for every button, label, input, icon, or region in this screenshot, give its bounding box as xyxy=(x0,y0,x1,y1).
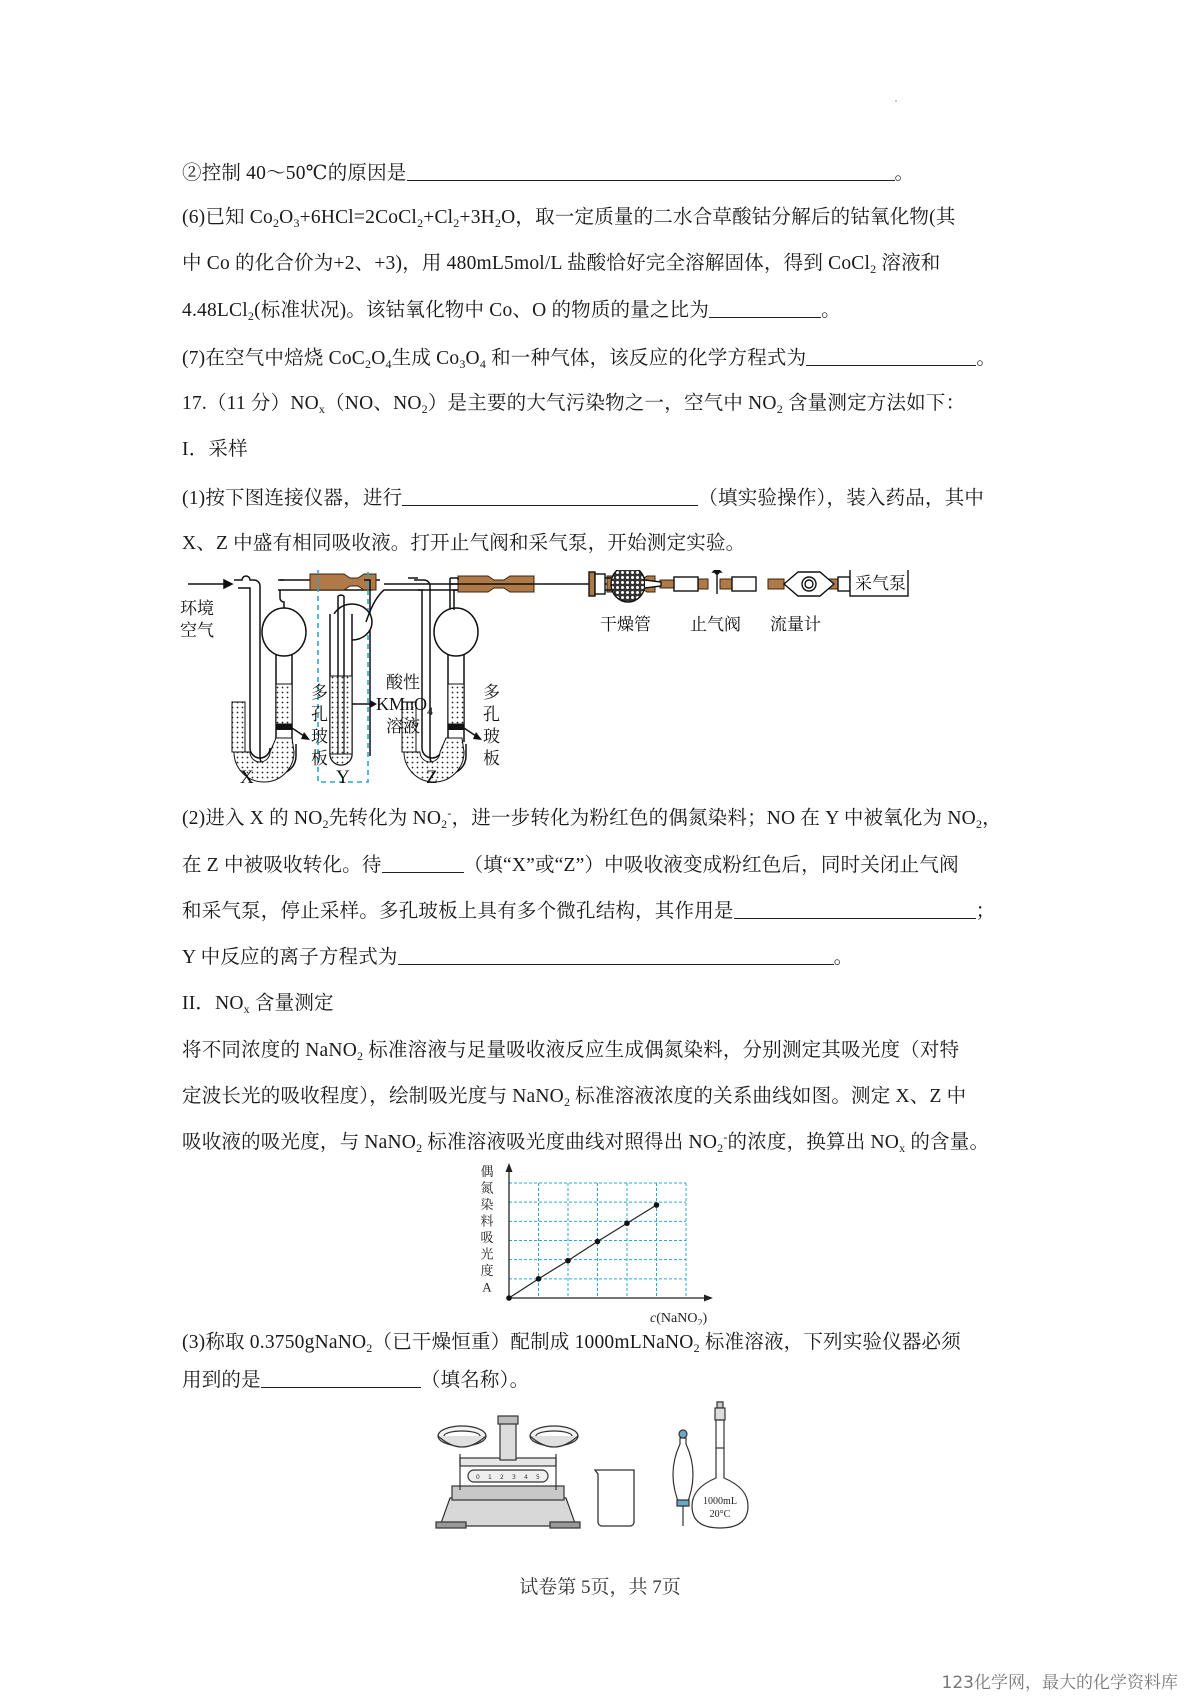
text: 4.48LCl xyxy=(182,300,248,321)
porous-plate-label: 孔 xyxy=(311,705,328,725)
bottle-z-label: Z xyxy=(426,767,438,788)
text: 在 Z 中被吸收转化。待 xyxy=(182,855,382,876)
porous-plate-label: 板 xyxy=(483,749,500,769)
text: +3H xyxy=(459,207,495,228)
y-axis-arrow xyxy=(506,1163,513,1172)
q16-line-2 xyxy=(182,205,956,231)
sub: 2 xyxy=(693,1341,700,1355)
text: ； xyxy=(975,901,996,922)
q16-line-3 xyxy=(182,251,941,277)
text: 溶液和 xyxy=(876,253,941,274)
pump-label: 采气泵 xyxy=(855,574,906,594)
series-line xyxy=(509,1205,657,1298)
bottle-x-label: X xyxy=(240,767,254,788)
text: 标准溶液吸光度曲线对照得出 NO xyxy=(422,1132,718,1153)
balance-scale xyxy=(436,1416,580,1528)
drying-tube-label: 干燥管 xyxy=(600,615,651,635)
stop-valve-label: 止气阀 xyxy=(690,615,741,635)
sub: 2 xyxy=(717,1141,724,1155)
text: O xyxy=(371,348,386,369)
sub: x xyxy=(243,1002,250,1016)
text: 用到的是 xyxy=(182,1370,261,1391)
q17-p1-line-1 xyxy=(182,485,984,512)
answer-blank[interactable] xyxy=(402,485,698,506)
text: (6)已知 Co xyxy=(182,207,273,228)
y-axis-label-char: 偶 xyxy=(480,1165,494,1180)
sub: 3 xyxy=(459,357,466,371)
text: 含量测定方法如下： xyxy=(782,393,966,414)
text: 中 Co 的化合价为+2、+3)，用 480mL5mol/L 盐酸恰好完全溶解固体，得到 CoCl xyxy=(182,253,871,274)
sub: 2 xyxy=(322,817,329,831)
text: II．NO xyxy=(182,993,244,1014)
y-axis-label-char: A xyxy=(482,1279,492,1295)
speck xyxy=(895,100,897,102)
text: 和采气泵，停止采样。多孔玻板上具有多个微孔结构，其作用是 xyxy=(182,901,734,922)
text: O xyxy=(279,207,294,228)
x-label-close: ) xyxy=(702,1311,708,1325)
sub: 2 xyxy=(247,309,255,323)
sub: 2 xyxy=(416,1141,423,1155)
y-axis-label-char: 光 xyxy=(480,1247,494,1263)
q17-p4-line-1 xyxy=(182,1330,961,1356)
text: 17.（11 分）NO xyxy=(182,393,319,414)
answer-blank[interactable] xyxy=(734,898,976,919)
porous-plate-label: 板 xyxy=(311,749,328,769)
q17-p2-line-4 xyxy=(182,944,853,971)
text: 生成 Co xyxy=(391,348,460,369)
text: （填名称）。 xyxy=(420,1370,530,1391)
q17-p3-line-2 xyxy=(182,1084,966,1110)
y-axis-label-char: 氮 xyxy=(480,1181,494,1197)
data-point xyxy=(654,1202,660,1208)
q16-line-1 xyxy=(182,160,914,187)
glass-tube xyxy=(732,577,756,591)
text: (1)按下图连接仪器，进行 xyxy=(182,488,403,509)
porous-plate-label: 玻 xyxy=(483,727,500,747)
x-label-sub: 2 xyxy=(697,1318,703,1325)
answer-blank[interactable] xyxy=(261,1367,421,1388)
text: 。 xyxy=(894,163,915,184)
inlet-label: 空气 xyxy=(180,621,214,641)
q17-p3-line-3 xyxy=(182,1130,989,1156)
y-axis-label-char: 吸 xyxy=(480,1231,494,1246)
flow-meter-label: 流量计 xyxy=(770,615,821,635)
part2-title xyxy=(182,991,334,1017)
text: 的含量。 xyxy=(905,1132,990,1153)
absorbance-chart xyxy=(470,1160,720,1325)
text: (标准状况)。该钴氧化物中 Co、O 的物质的量之比为 xyxy=(254,300,710,321)
porous-plate-label: 玻 xyxy=(311,727,328,747)
sub: 3 xyxy=(293,216,300,230)
text: ，进一步转化为粉红色的偶氮染料；NO 在 Y 中被氧化为 NO xyxy=(451,808,976,829)
sub: 2 xyxy=(975,817,983,831)
kmno4-label: 溶液 xyxy=(386,717,420,737)
text: (2)进入 X 的 NO xyxy=(182,808,323,829)
q17-p3-line-1 xyxy=(182,1038,959,1064)
part1-title: I．采样 xyxy=(182,439,248,460)
sub: 2 xyxy=(417,216,424,230)
flask-volume-label: 1000mL xyxy=(703,1496,737,1507)
sup: - xyxy=(723,1130,728,1144)
sub: 4 xyxy=(385,357,392,371)
sup: - xyxy=(447,806,452,820)
text: （填实验操作），装入药品，其中 xyxy=(698,488,985,509)
sub: 2 xyxy=(272,216,280,230)
text: 将不同浓度的 NaNO xyxy=(182,1040,357,1061)
text: 。 xyxy=(976,348,997,369)
porous-plate-label: 多 xyxy=(311,683,328,703)
watermark: 123化学网，最大的化学资料库 xyxy=(941,1673,1178,1693)
drying-tube xyxy=(611,570,645,602)
text: ②控制 40～50℃的原因是 xyxy=(182,163,407,184)
sub: 2 xyxy=(441,817,448,831)
x-axis-label xyxy=(650,1311,707,1325)
data-point xyxy=(624,1220,630,1226)
sub: 2 xyxy=(494,216,502,230)
answer-blank[interactable] xyxy=(709,297,821,318)
q17-header xyxy=(182,391,965,417)
q16-line-5 xyxy=(182,345,996,372)
scale-tick: 5 xyxy=(536,1474,540,1481)
text: 标准溶液与足量吸收液反应生成偶氮染料，分别测定其吸光度（对特 xyxy=(363,1040,960,1061)
glass-tube xyxy=(674,577,698,591)
text: 。 xyxy=(821,300,841,321)
text: （填“X”或“Z”）中吸收液变成粉红色后，同时关闭止气阀 xyxy=(463,855,959,876)
text: 含量测定 xyxy=(249,993,334,1014)
instruments-figure xyxy=(430,1398,780,1530)
scale-tick: 4 xyxy=(524,1474,528,1481)
y-axis-label-char: 染 xyxy=(480,1198,494,1213)
text: (7)在空气中焙烧 CoC xyxy=(182,348,365,369)
sub: 4 xyxy=(479,357,487,371)
answer-blank[interactable] xyxy=(398,944,834,965)
text: 吸收液的吸光度，与 NaNO xyxy=(182,1132,417,1153)
q16-line-4 xyxy=(182,297,841,324)
text: （NO、NO xyxy=(325,393,422,414)
y-axis-label-char: 料 xyxy=(480,1214,494,1230)
answer-blank[interactable] xyxy=(806,345,976,366)
sub: 2 xyxy=(563,1095,571,1109)
separatory-funnel xyxy=(673,1430,693,1526)
sub: 4 xyxy=(427,704,434,718)
page-footer: 试卷第 5页，共 7页 xyxy=(519,1577,681,1598)
porous-plate-label: 多 xyxy=(483,683,500,703)
data-point xyxy=(565,1258,571,1264)
q17-p2-line-2 xyxy=(182,852,959,879)
sub: 2 xyxy=(421,402,428,416)
text: 的浓度，换算出 NO xyxy=(727,1132,900,1153)
text: （已干燥恒重）配制成 1000mLNaNO xyxy=(372,1332,694,1353)
kmno4-label: 酸性 xyxy=(386,673,420,693)
flask-temp-label: 20°C xyxy=(709,1509,731,1520)
data-point xyxy=(536,1276,542,1282)
sub: 2 xyxy=(453,216,460,230)
q17-p4-line-2 xyxy=(182,1367,529,1394)
sub: 2 xyxy=(366,1341,373,1355)
bottle-y-label: Y xyxy=(336,767,350,788)
kmno4-formula: KMnO xyxy=(376,694,428,714)
text: 和一种气体，该反应的化学方程式为 xyxy=(486,348,807,369)
text: 标准溶液浓度的关系曲线如图。测定 X、Z 中 xyxy=(570,1086,967,1107)
sub: 2 xyxy=(870,262,877,276)
answer-blank[interactable] xyxy=(382,852,464,873)
scale-tick: 1 xyxy=(488,1474,492,1481)
sub: 2 xyxy=(364,357,372,371)
text: ， xyxy=(982,808,1002,829)
text: 标准溶液，下列实验仪器必须 xyxy=(699,1332,961,1353)
text: O，取一定质量的二水合草酸钴分解后的钴氧化物(其 xyxy=(501,207,956,228)
sub: x xyxy=(899,1141,906,1155)
sub: 2 xyxy=(776,402,783,416)
beaker xyxy=(595,1470,634,1526)
text: O xyxy=(465,348,480,369)
y-axis-label-char: 度 xyxy=(480,1264,494,1279)
inlet-label: 环境 xyxy=(180,599,214,619)
sampling-apparatus-figure xyxy=(180,570,910,792)
x-label-italic: c xyxy=(650,1311,657,1325)
text: 。 xyxy=(833,947,854,968)
text: ）是主要的大气污染物之一，空气中 NO xyxy=(427,393,777,414)
data-point xyxy=(506,1295,512,1301)
data-point xyxy=(595,1239,601,1245)
sub: 2 xyxy=(356,1049,364,1063)
q17-p2-line-3 xyxy=(182,898,995,925)
sub: x xyxy=(318,402,326,416)
answer-blank[interactable] xyxy=(407,160,895,181)
text: 先转化为 NO xyxy=(328,808,442,829)
porous-plate-label: 孔 xyxy=(483,705,500,725)
rubber-tube xyxy=(310,574,376,590)
text: (3)称取 0.3750gNaNO xyxy=(182,1332,367,1353)
scale-tick: 3 xyxy=(512,1474,516,1481)
q17-p1-line-2: X、Z 中盛有相同吸收液。打开止气阀和采气泵，开始测定实验。 xyxy=(182,533,746,554)
text: +Cl xyxy=(423,207,454,228)
text: +6HCl=2CoCl xyxy=(299,207,418,228)
scale-tick: 2 xyxy=(500,1474,504,1481)
text: Y 中反应的离子方程式为 xyxy=(182,947,398,968)
q17-p2-line-1 xyxy=(182,806,1002,832)
text: 定波长光的吸收程度），绘制吸光度与 NaNO xyxy=(182,1086,564,1107)
x-axis-arrow xyxy=(704,1295,713,1302)
x-label-text: (NaNO xyxy=(656,1311,698,1325)
scale-tick: 0 xyxy=(476,1474,480,1481)
